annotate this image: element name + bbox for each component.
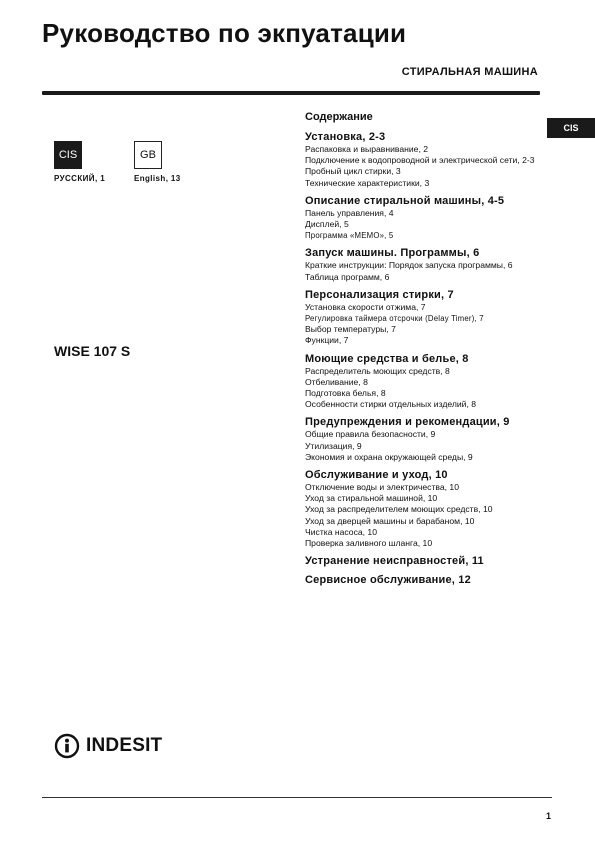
toc-entry: Краткие инструкции: Порядок запуска программы, 6 xyxy=(305,260,513,271)
document-subtitle: СТИРАЛЬНАЯ МАШИНА xyxy=(401,66,538,78)
toc-entry: Проверка заливного шланга, 10 xyxy=(305,538,433,549)
toc-title: Содержание xyxy=(305,111,373,123)
toc-entry: Чистка насоса, 10 xyxy=(305,526,377,537)
brand-logo xyxy=(54,733,162,759)
toc-section-service xyxy=(305,574,545,587)
language-box-gb: GB xyxy=(134,141,162,169)
toc-entry: Отбеливание, 8 xyxy=(305,376,368,387)
toc-section-title: Персонализация стирки, 7 xyxy=(305,288,454,301)
toc-entry: Программа «МЕМО», 5 xyxy=(305,231,394,241)
toc-entry: Функции, 7 xyxy=(305,335,349,346)
brand-name: INDESIT xyxy=(86,735,163,756)
toc-section-maintenance xyxy=(305,469,545,549)
toc-entry: Таблица программ, 6 xyxy=(305,271,390,282)
toc-section-start-programs xyxy=(305,247,545,282)
toc-entry: Установка скорости отжима, 7 xyxy=(305,301,426,312)
toc-section-warnings xyxy=(305,416,545,463)
toc-section-title: Устранение неисправностей, 11 xyxy=(305,555,484,568)
toc-entry: Особенности стирки отдельных изделий, 8 xyxy=(305,399,476,410)
language-label-gb: English, 13 xyxy=(134,174,181,183)
top-divider xyxy=(42,91,540,95)
toc-entry: Уход за стиральной машиной, 10 xyxy=(305,493,438,504)
toc-entry: Выбор температуры, 7 xyxy=(305,324,396,335)
language-box-cis: CIS xyxy=(54,141,82,169)
toc-entry: Пробный цикл стирки, 3 xyxy=(305,166,401,177)
bottom-divider xyxy=(42,797,552,798)
toc-section-title: Сервисное обслуживание, 12 xyxy=(305,574,471,587)
language-label-cis: РУССКИЙ, 1 xyxy=(54,174,106,183)
table-of-contents xyxy=(305,110,545,587)
toc-section-description xyxy=(305,195,545,242)
toc-entry: Распределитель моющих средств, 8 xyxy=(305,365,450,376)
toc-entry: Распаковка и выравнивание, 2 xyxy=(305,144,429,154)
toc-entry: Технические характеристики, 3 xyxy=(305,177,430,188)
toc-entry: Панель управления, 4 xyxy=(305,207,394,218)
toc-entry: Регулировка таймера отсрочки (Delay Timer), 7 xyxy=(305,314,484,324)
toc-section-title: Установка, 2-3 xyxy=(305,131,386,143)
toc-entry: Дисплей, 5 xyxy=(305,219,349,230)
model-name: WISE 107 S xyxy=(54,343,131,359)
toc-entry: Подготовка белья, 8 xyxy=(305,388,386,399)
toc-entry: Подключение к водопроводной и электрической сети, 2-3 xyxy=(305,155,535,166)
toc-entry: Уход за распределителем моющих средств, 10 xyxy=(305,504,493,515)
toc-section-troubleshooting xyxy=(305,555,545,568)
toc-section-personalization xyxy=(305,289,545,347)
document-title: Руководство по экпуатации xyxy=(42,18,407,48)
toc-section-title: Запуск машины. Программы, 6 xyxy=(305,247,480,260)
language-side-tab: CIS xyxy=(547,118,595,138)
toc-entry: Отключение воды и электричества, 10 xyxy=(305,482,459,493)
toc-section-title: Описание стиральной машины, 4-5 xyxy=(305,194,505,207)
page-number: 1 xyxy=(546,811,552,821)
toc-section-title: Предупреждения и рекомендации, 9 xyxy=(305,416,510,429)
toc-entry: Утилизация, 9 xyxy=(305,440,362,451)
toc-section-title: Обслуживание и уход, 10 xyxy=(305,469,448,482)
indesit-logo-icon xyxy=(54,733,80,759)
toc-entry: Уход за дверцей машины и барабаном, 10 xyxy=(305,515,475,526)
toc-entry: Общие правила безопасности, 9 xyxy=(305,429,436,440)
toc-section-installation xyxy=(305,131,545,189)
toc-section-title: Моющие средства и белье, 8 xyxy=(305,352,469,365)
toc-entry: Экономия и охрана окружающей среды, 9 xyxy=(305,451,473,462)
toc-section-detergents xyxy=(305,353,545,411)
